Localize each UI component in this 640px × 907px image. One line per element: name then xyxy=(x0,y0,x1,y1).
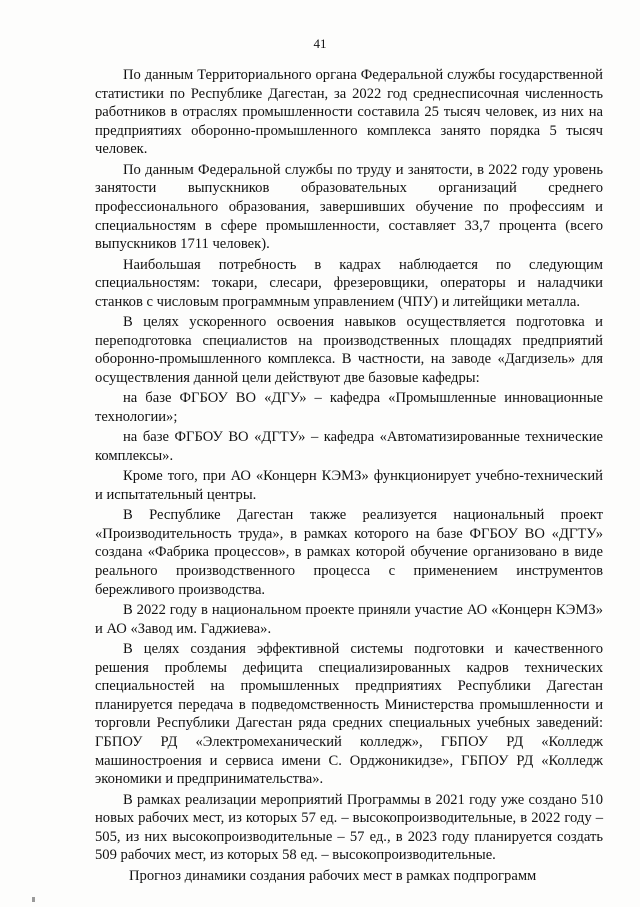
paragraph-training: В целях ускоренного освоения навыков осуществляется подготовка и переподготовка специалистов на производственных площадях предприятий оборонно-промышленного комплекса. В частности, на заводе «Дагдизель» для осуществления данной цели действуют две базовые кафедры: xyxy=(95,314,603,386)
paragraph-colleges-transfer: В целях создания эффективной системы подготовки и качественного решения проблемы дефицита специализированных кадров технических специальностей на промышленных предприятиях Республики Дагестан планируется передача в подведомственность Министерства промышленности и торговли Республики Дагестан ряда средних специальных учебных заведений: ГБПОУ РД «Электромеханический колледж», ГБПОУ РД «Колледж машиностроения и сервиса имени С. Орджоникидзе», ГБПОУ РД «Колледж экономики и предпринимательства». xyxy=(95,640,603,788)
paragraph-forecast: Прогноз динамики создания рабочих мест в рамках подпрограмм xyxy=(129,867,537,884)
page-number: 41 xyxy=(313,36,327,51)
paragraph-jobs-created: В рамках реализации мероприятий Программы в 2021 году уже создано 510 новых рабочих мест, из которых 57 ед. – высокопроизводительные, в 2022 году – 505, из них высокопроизводительные – 57 ед., в 2023 году планируется создать 509 рабочих мест, из которых 58 ед. – высокопроизводительные. xyxy=(95,791,603,864)
paragraph-national-project: В Республике Дагестан также реализуется национальный проект «Производительность труда», в рамках которого на базе ФГБОУ ВО «ДГТУ» создана «Фабрика процессов», в рамках которой обучение организовано в виде реального производственного процесса с применением инструментов бережливого производства. xyxy=(95,507,603,598)
document-body xyxy=(95,66,603,887)
paragraph-industry-employment: По данным Территориального органа Федеральной службы государственной статистики по Республике Дагестан, за 2022 год среднесписочная численность работников в отраслях промышленности составила 25 тысяч человек, из них на предприятиях оборонно-промышленного комплекса занято порядка 5 тысяч человек. xyxy=(95,67,603,158)
paragraph-dgu-department: на базе ФГБОУ ВО «ДГУ» – кафедра «Промышленные инновационные технологии»; xyxy=(95,390,603,425)
paragraph-dgtu-department: на базе ФГБОУ ВО «ДГТУ» – кафедра «Автоматизированные технические комплексы». xyxy=(95,429,603,464)
paragraph-graduate-employment: По данным Федеральной службы по труду и занятости, в 2022 году уровень занятости выпускников образовательных организаций среднего профессионального образования, завершивших обучение по профессиям и специальностям в сфере промышленности, составляет 33,7 процента (всего выпускников 1711 человек). xyxy=(95,161,603,253)
paragraph-project-participants: В 2022 году в национальном проекте приняли участие АО «Концерн КЭМЗ» и АО «Завод им. Гаджиева». xyxy=(95,602,603,637)
paragraph-staff-demand: Наибольшая потребность в кадрах наблюдается по следующим специальностям: токари, слесари, фрезеровщики, операторы и наладчики станков с числовым программным управлением (ЧПУ) и литейщики металла. xyxy=(95,256,603,310)
paragraph-kemz-center: Кроме того, при АО «Концерн КЭМЗ» функционирует учебно-технический и испытательный центры. xyxy=(95,468,603,503)
scan-edge-mark xyxy=(32,897,35,902)
